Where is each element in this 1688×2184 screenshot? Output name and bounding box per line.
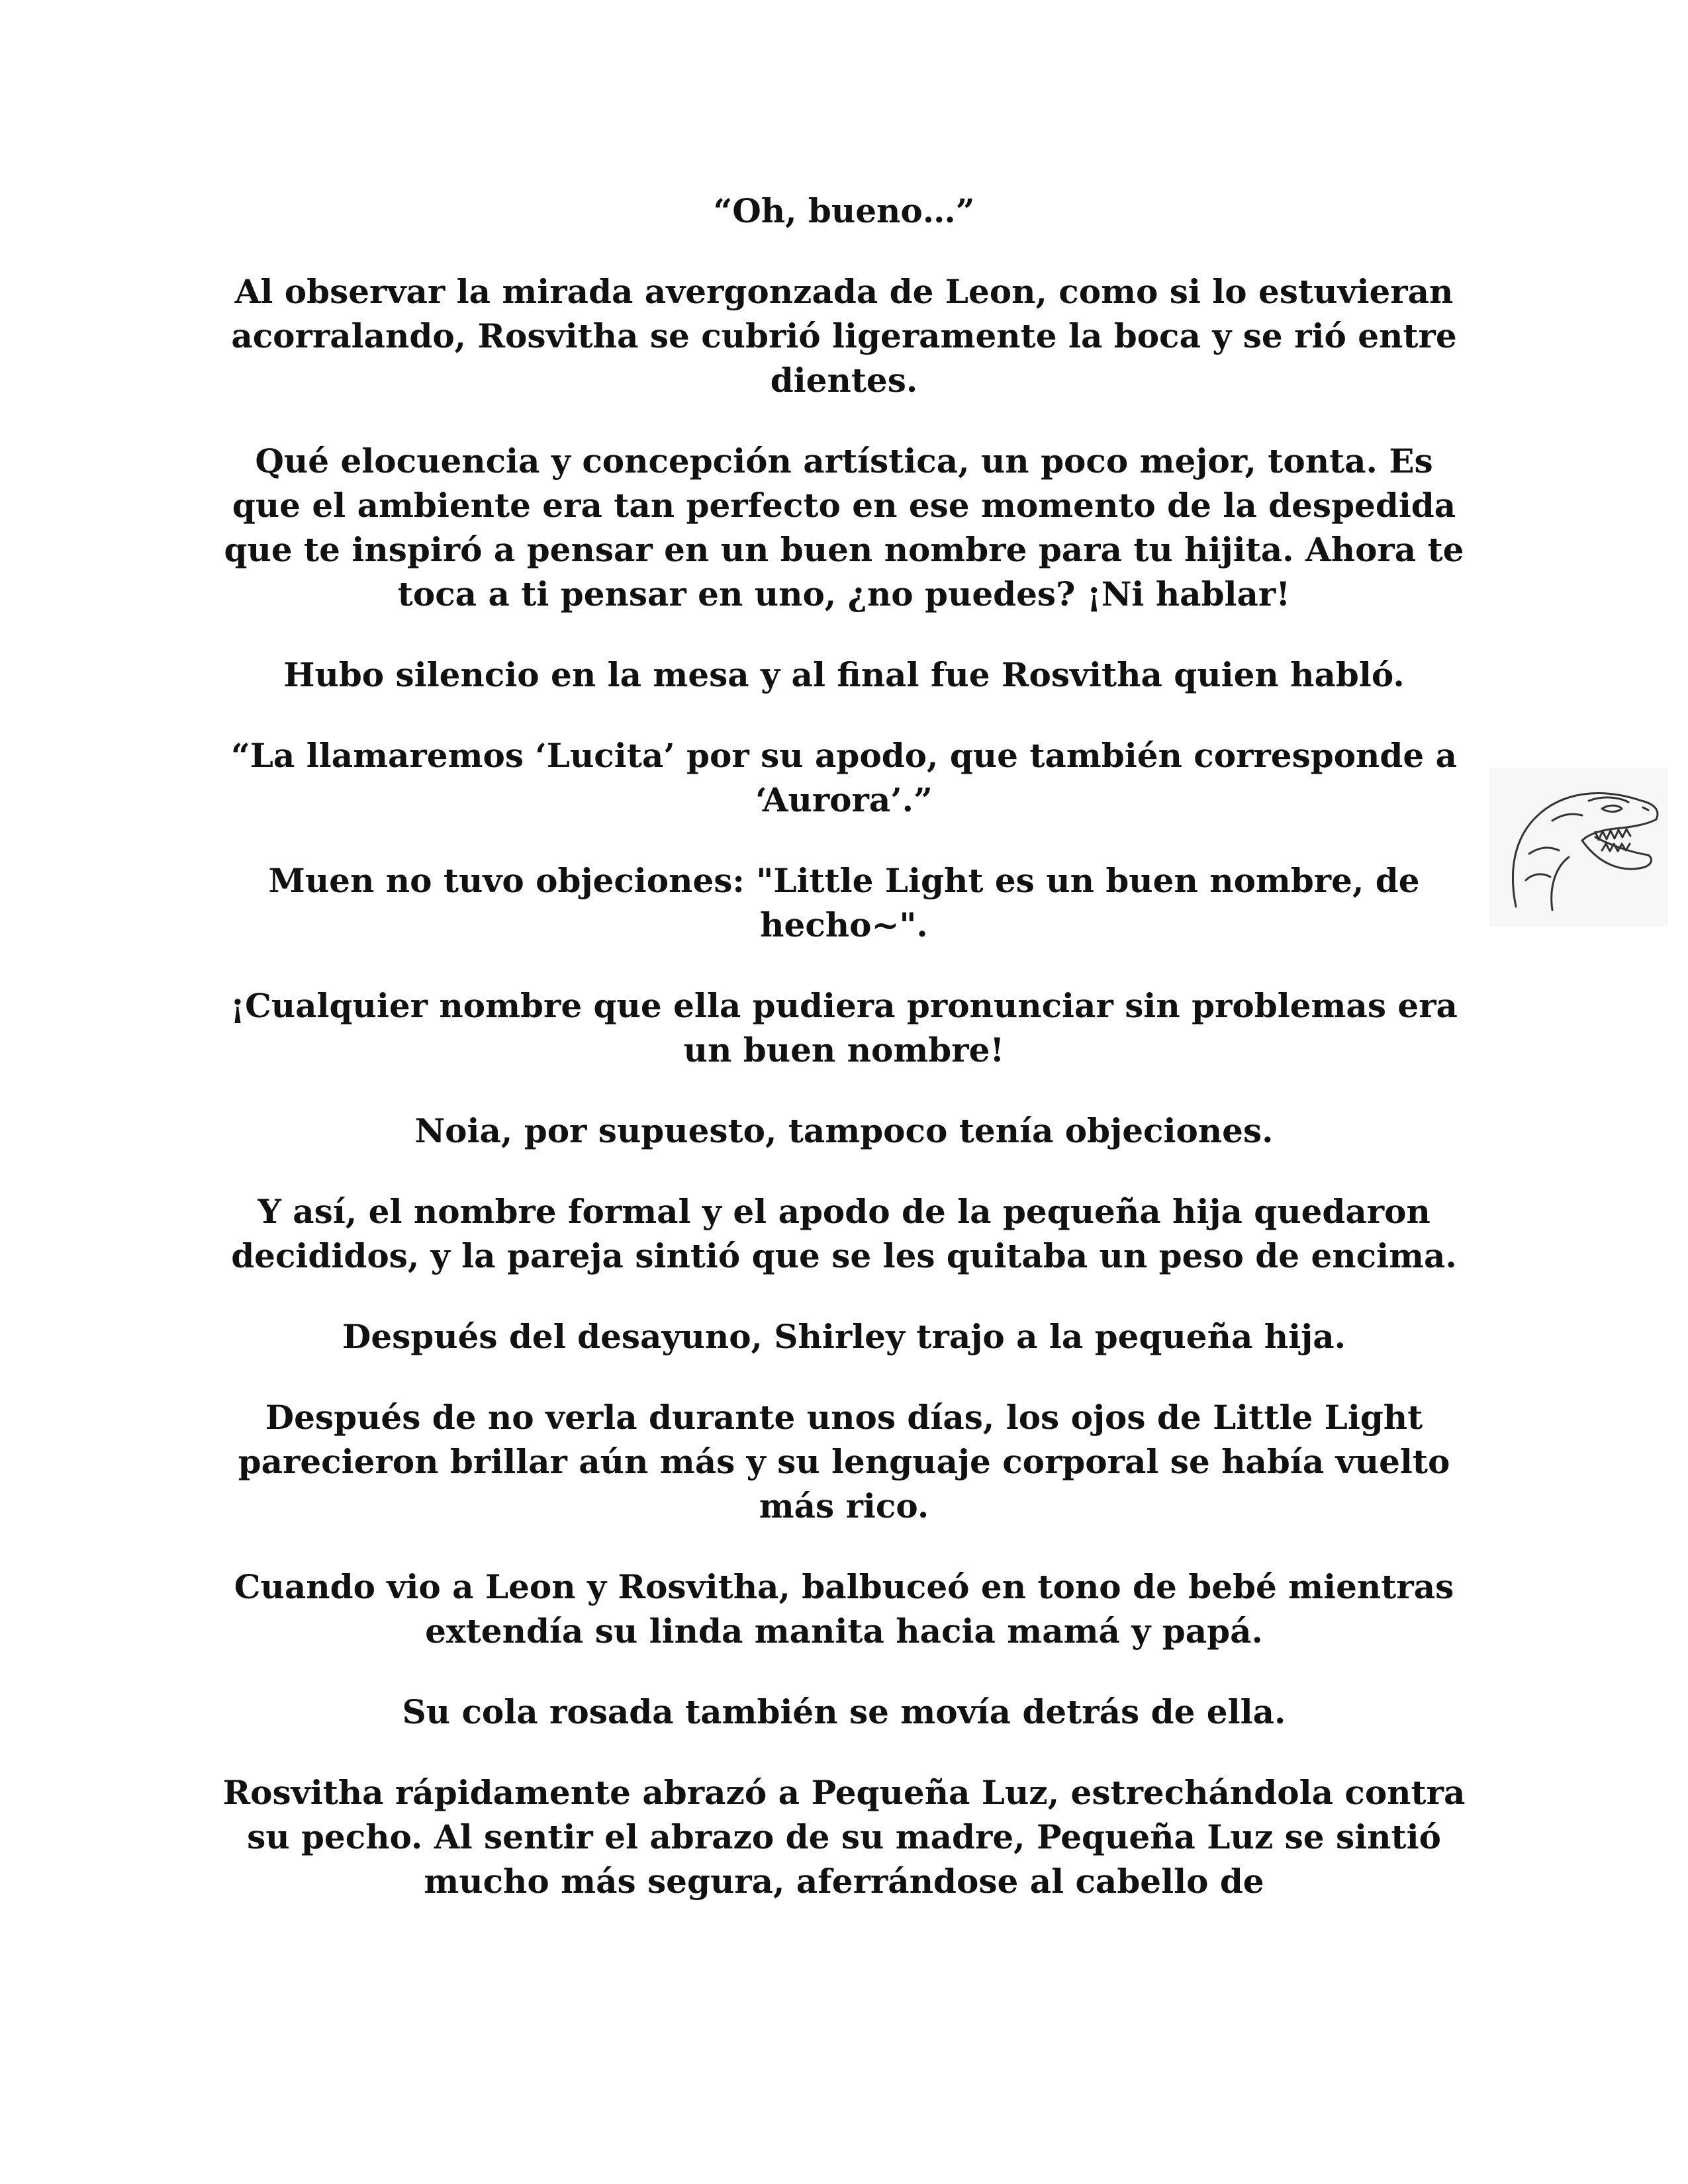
paragraph: Su cola rosada también se movía detrás de ella. [402,1692,1286,1731]
paragraph: Cuando vio a Leon y Rosvitha, balbuceó en tono de bebé mientras extendía su linda manita hacia mamá y papá. [234,1567,1454,1651]
paragraph: Después de no verla durante unos días, los ojos de Little Light parecieron brillar aún más y su lenguaje corporal se había vuelto más rico. [238,1398,1450,1525]
paragraph: “La llamaremos ‘Lucita’ por su apodo, que también corresponde a ‘Aurora’.” [231,736,1457,819]
paragraph: Después del desayuno, Shirley trajo a la pequeña hija. [342,1317,1346,1356]
paragraph: Hubo silencio en la mesa y al final fue Rosvitha quien habló. [283,655,1405,694]
paragraph: ¡Cualquier nombre que ella pudiera pronunciar sin problemas era un buen nombre! [230,986,1458,1069]
paragraph: Muen no tuvo objeciones: "Little Light es un buen nombre, de hecho~". [268,861,1420,944]
document-body [218,189,1470,1940]
paragraph: Noia, por supuesto, tampoco tenía objeciones. [414,1111,1274,1150]
paragraph: “Oh, bueno…” [713,191,975,230]
paragraph: Al observar la mirada avergonzada de Leon, como si lo estuvieran acorralando, Rosvitha se cubrió ligeramente la boca y se rió entre dientes. [231,272,1457,400]
paragraph: Y así, el nombre formal y el apodo de la pequeña hija quedaron decididos, y la pareja sintió que se les quitaba un peso de encima. [231,1192,1457,1275]
dinosaur-head-sketch-icon [1489,768,1668,927]
paragraph: Qué elocuencia y concepción artística, un poco mejor, tonta. Es que el ambiente era tan perfecto en ese momento de la despedida que te inspiró a pensar en un buen nombre para tu hijita. Ahora te toca a ti pensar en uno, ¿no puedes? ¡Ni hablar! [224,441,1464,614]
paragraph: Rosvitha rápidamente abrazó a Pequeña Luz, estrechándola contra su pecho. Al sentir el abrazo de su madre, Pequeña Luz se sintió mucho más segura, aferrándose al cabello de [222,1773,1466,1901]
